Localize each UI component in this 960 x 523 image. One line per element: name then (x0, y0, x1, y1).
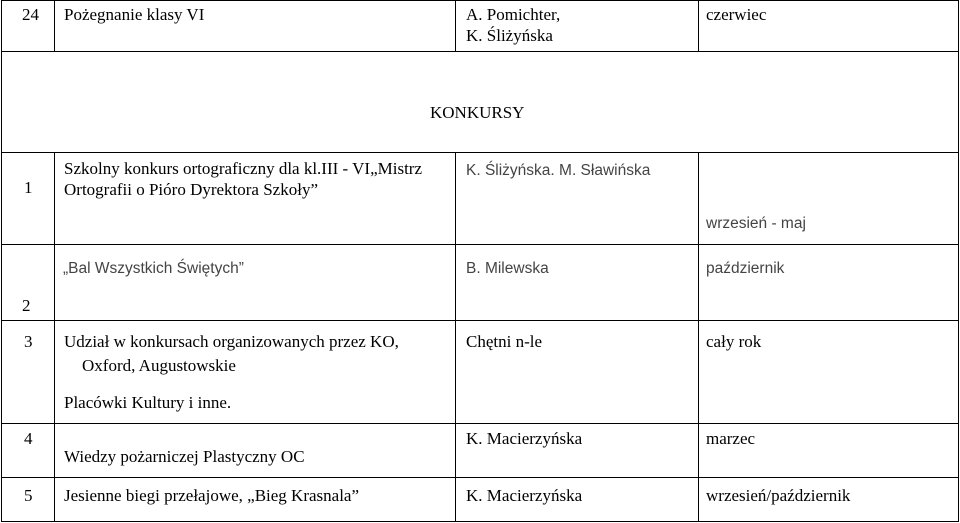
row-5-number: 5 (24, 486, 33, 505)
row-3-event-line2: Oxford, Augustowskie (82, 356, 236, 375)
row-5-person: K. Macierzyńska (466, 486, 583, 505)
row-5-date: wrzesień/październik (706, 486, 851, 505)
row-24-person-line1: A. Pomichter, (466, 5, 561, 24)
row-divider (1, 152, 959, 153)
row-divider (1, 51, 959, 52)
column-divider (455, 0, 456, 51)
table-border-bottom (1, 521, 959, 522)
row-divider (1, 423, 959, 424)
section-title: KONKURSY (430, 103, 525, 122)
column-divider (455, 152, 456, 522)
row-1-person: K. Śliżyńska. M. Sławińska (466, 162, 651, 179)
table-border-right (958, 0, 959, 522)
row-3-person: Chętni n-le (466, 332, 543, 351)
row-3-event-line3: Placówki Kultury i inne. (64, 393, 232, 412)
row-5-event: Jesienne biegi przełajowe, „Bieg Krasnala” (64, 486, 360, 505)
row-24-date: czerwiec (706, 5, 767, 24)
column-divider (698, 0, 699, 51)
row-4-person: K. Macierzyńska (466, 429, 583, 448)
table-border-left (1, 0, 2, 522)
row-1-event-line2: Ortografii o Pióro Dyrektora Szkoły” (64, 180, 318, 199)
row-2-person: B. Milewska (466, 260, 549, 277)
row-3-event-line1: Udział w konkursach organizowanych przez KO, (64, 332, 399, 351)
row-4-event: Wiedzy pożarniczej Plastyczny OC (64, 447, 305, 466)
row-3-date: cały rok (706, 332, 762, 351)
row-2-date: październik (706, 260, 785, 277)
row-4-date: marzec (706, 429, 756, 448)
column-divider (698, 152, 699, 522)
row-1-event-line1: Szkolny konkurs ortograficzny dla kl.III - VI„Mistrz (64, 159, 423, 178)
row-3-number: 3 (24, 332, 33, 351)
row-1-number: 1 (24, 178, 33, 197)
row-divider (1, 477, 959, 478)
row-2-event: „Bal Wszystkich Świętych” (63, 260, 244, 277)
row-24-number: 24 (22, 5, 39, 24)
column-divider (54, 0, 55, 51)
column-divider (54, 152, 55, 522)
row-1-date: wrzesień - maj (706, 215, 806, 232)
row-divider (1, 320, 959, 321)
row-2-number: 2 (22, 296, 31, 315)
row-divider (1, 244, 959, 245)
table-border-top (1, 0, 959, 1)
row-4-number: 4 (24, 429, 33, 448)
row-24-event: Pożegnanie klasy VI (64, 5, 205, 24)
row-24-person-line2: K. Śliżyńska (466, 26, 553, 45)
